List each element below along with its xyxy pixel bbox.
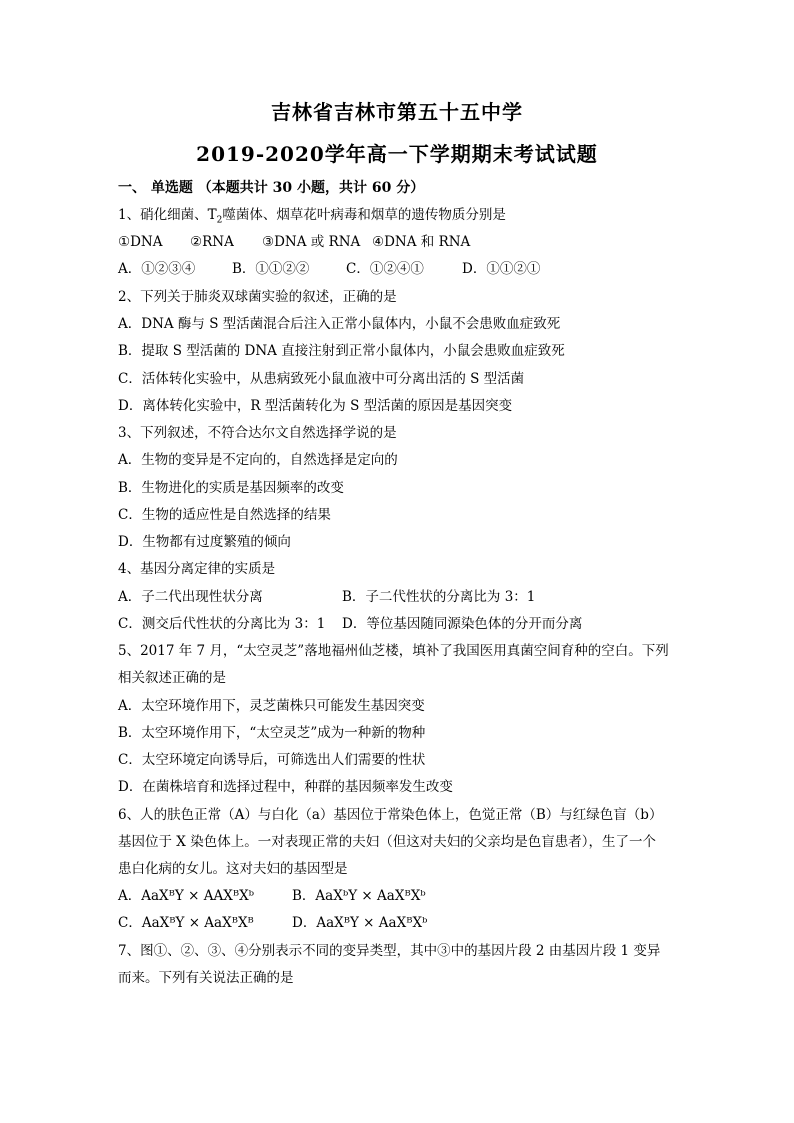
q6-option-a: A．AaXᴮY × AAXᴮXᵇ xyxy=(118,888,255,904)
q1-stem-part-a: 1、硝化细菌、T xyxy=(118,207,217,223)
q1-option-c: C．①②④① xyxy=(346,261,424,277)
q4-option-c: C．测交后代性状的分离比为 3：1 xyxy=(118,616,326,632)
q6-option-b: B．AaXᵇY × AaXᴮXᵇ xyxy=(292,888,426,904)
q4-option-b: B．子二代性状的分离比为 3：1 xyxy=(342,589,536,605)
question-1-stem xyxy=(118,205,506,231)
q6-option-d: D．AaXᴮY × AaXᴮXᵇ xyxy=(292,915,428,931)
school-title: 吉林省吉林市第五十五中学 xyxy=(271,100,523,124)
question-6-stem-line-3: 患白化病的女儿。这对夫妇的基因型是 xyxy=(118,861,348,877)
q4-option-a: A．子二代出现性状分离 xyxy=(118,589,263,605)
q1-option-d: D．①①②① xyxy=(462,261,541,277)
q2-option-b: B．提取 S 型活菌的 DNA 直接注射到正常小鼠体内，小鼠会患败血症致死 xyxy=(118,343,565,359)
q3-option-c: C．生物的适应性是自然选择的结果 xyxy=(118,507,331,523)
section-heading: 一、 单选题 （本题共计 30 小题，共计 60 分） xyxy=(118,180,425,196)
q1-item: ②RNA xyxy=(190,234,234,250)
question-7-stem-line-2: 而来。下列有关说法正确的是 xyxy=(118,970,294,986)
q3-option-d: D．生物都有过度繁殖的倾向 xyxy=(118,534,291,550)
question-5-stem-line-2: 相关叙述正确的是 xyxy=(118,670,226,686)
q1-stem-subscript: 2 xyxy=(216,215,223,226)
question-4-stem: 4、基因分离定律的实质是 xyxy=(118,561,276,577)
q2-option-d: D．离体转化实验中，R 型活菌转化为 S 型活菌的原因是基因突变 xyxy=(118,398,513,414)
question-2-stem: 2、下列关于肺炎双球菌实验的叙述，正确的是 xyxy=(118,289,397,305)
q1-stem-part-b: 噬菌体、烟草花叶病毒和烟草的遗传物质分别是 xyxy=(222,207,506,223)
q3-option-a: A．生物的变异是不定向的，自然选择是定向的 xyxy=(118,452,398,468)
q2-option-c: C．活体转化实验中，从患病致死小鼠血液中可分离出活的 S 型活菌 xyxy=(118,371,525,387)
q1-option-b: B．①①②② xyxy=(232,261,310,277)
q4-option-d: D．等位基因随同源染色体的分开而分离 xyxy=(342,616,583,632)
q2-option-a: A．DNA 酶与 S 型活菌混合后注入正常小鼠体内，小鼠不会患败血症致死 xyxy=(118,316,561,332)
question-3-stem: 3、下列叙述，不符合达尔文自然选择学说的是 xyxy=(118,425,397,441)
q6-option-c: C．AaXᴮY × AaXᴮXᴮ xyxy=(118,915,254,931)
question-5-stem-line-1: 5、2017 年 7 月，“太空灵芝”落地福州仙芝楼，填补了我国医用真菌空间育种的空白。下列 xyxy=(118,643,669,659)
q5-option-c: C．太空环境定向诱导后，可筛选出人们需要的性状 xyxy=(118,752,426,768)
q5-option-b: B．太空环境作用下，“太空灵芝”成为一种新的物种 xyxy=(118,725,426,741)
q5-option-d: D．在菌株培育和选择过程中，种群的基因频率发生改变 xyxy=(118,779,453,795)
q1-item: ④DNA 和 RNA xyxy=(372,234,471,250)
q3-option-b: B．生物进化的实质是基因频率的改变 xyxy=(118,480,344,496)
q1-item: ①DNA xyxy=(118,234,163,250)
q1-option-a: A．①②③④ xyxy=(118,261,196,277)
q1-item: ③DNA 或 RNA xyxy=(262,234,361,250)
question-6-stem-line-2: 基因位于 X 染色体上。一对表现正常的夫妇（但这对夫妇的父亲均是色盲患者），生了一个 xyxy=(118,834,656,850)
question-7-stem-line-1: 7、图①、②、③、④分别表示不同的变异类型，其中③中的基因片段 2 由基因片段 1 变异 xyxy=(118,943,661,959)
question-6-stem-line-1: 6、人的肤色正常（A）与白化（a）基因位于常染色体上，色觉正常（B）与红绿色盲（b） xyxy=(118,807,663,823)
exam-title: 2019-2020学年高一下学期期末考试试题 xyxy=(196,142,598,166)
q5-option-a: A．太空环境作用下，灵芝菌株只可能发生基因突变 xyxy=(118,698,425,714)
